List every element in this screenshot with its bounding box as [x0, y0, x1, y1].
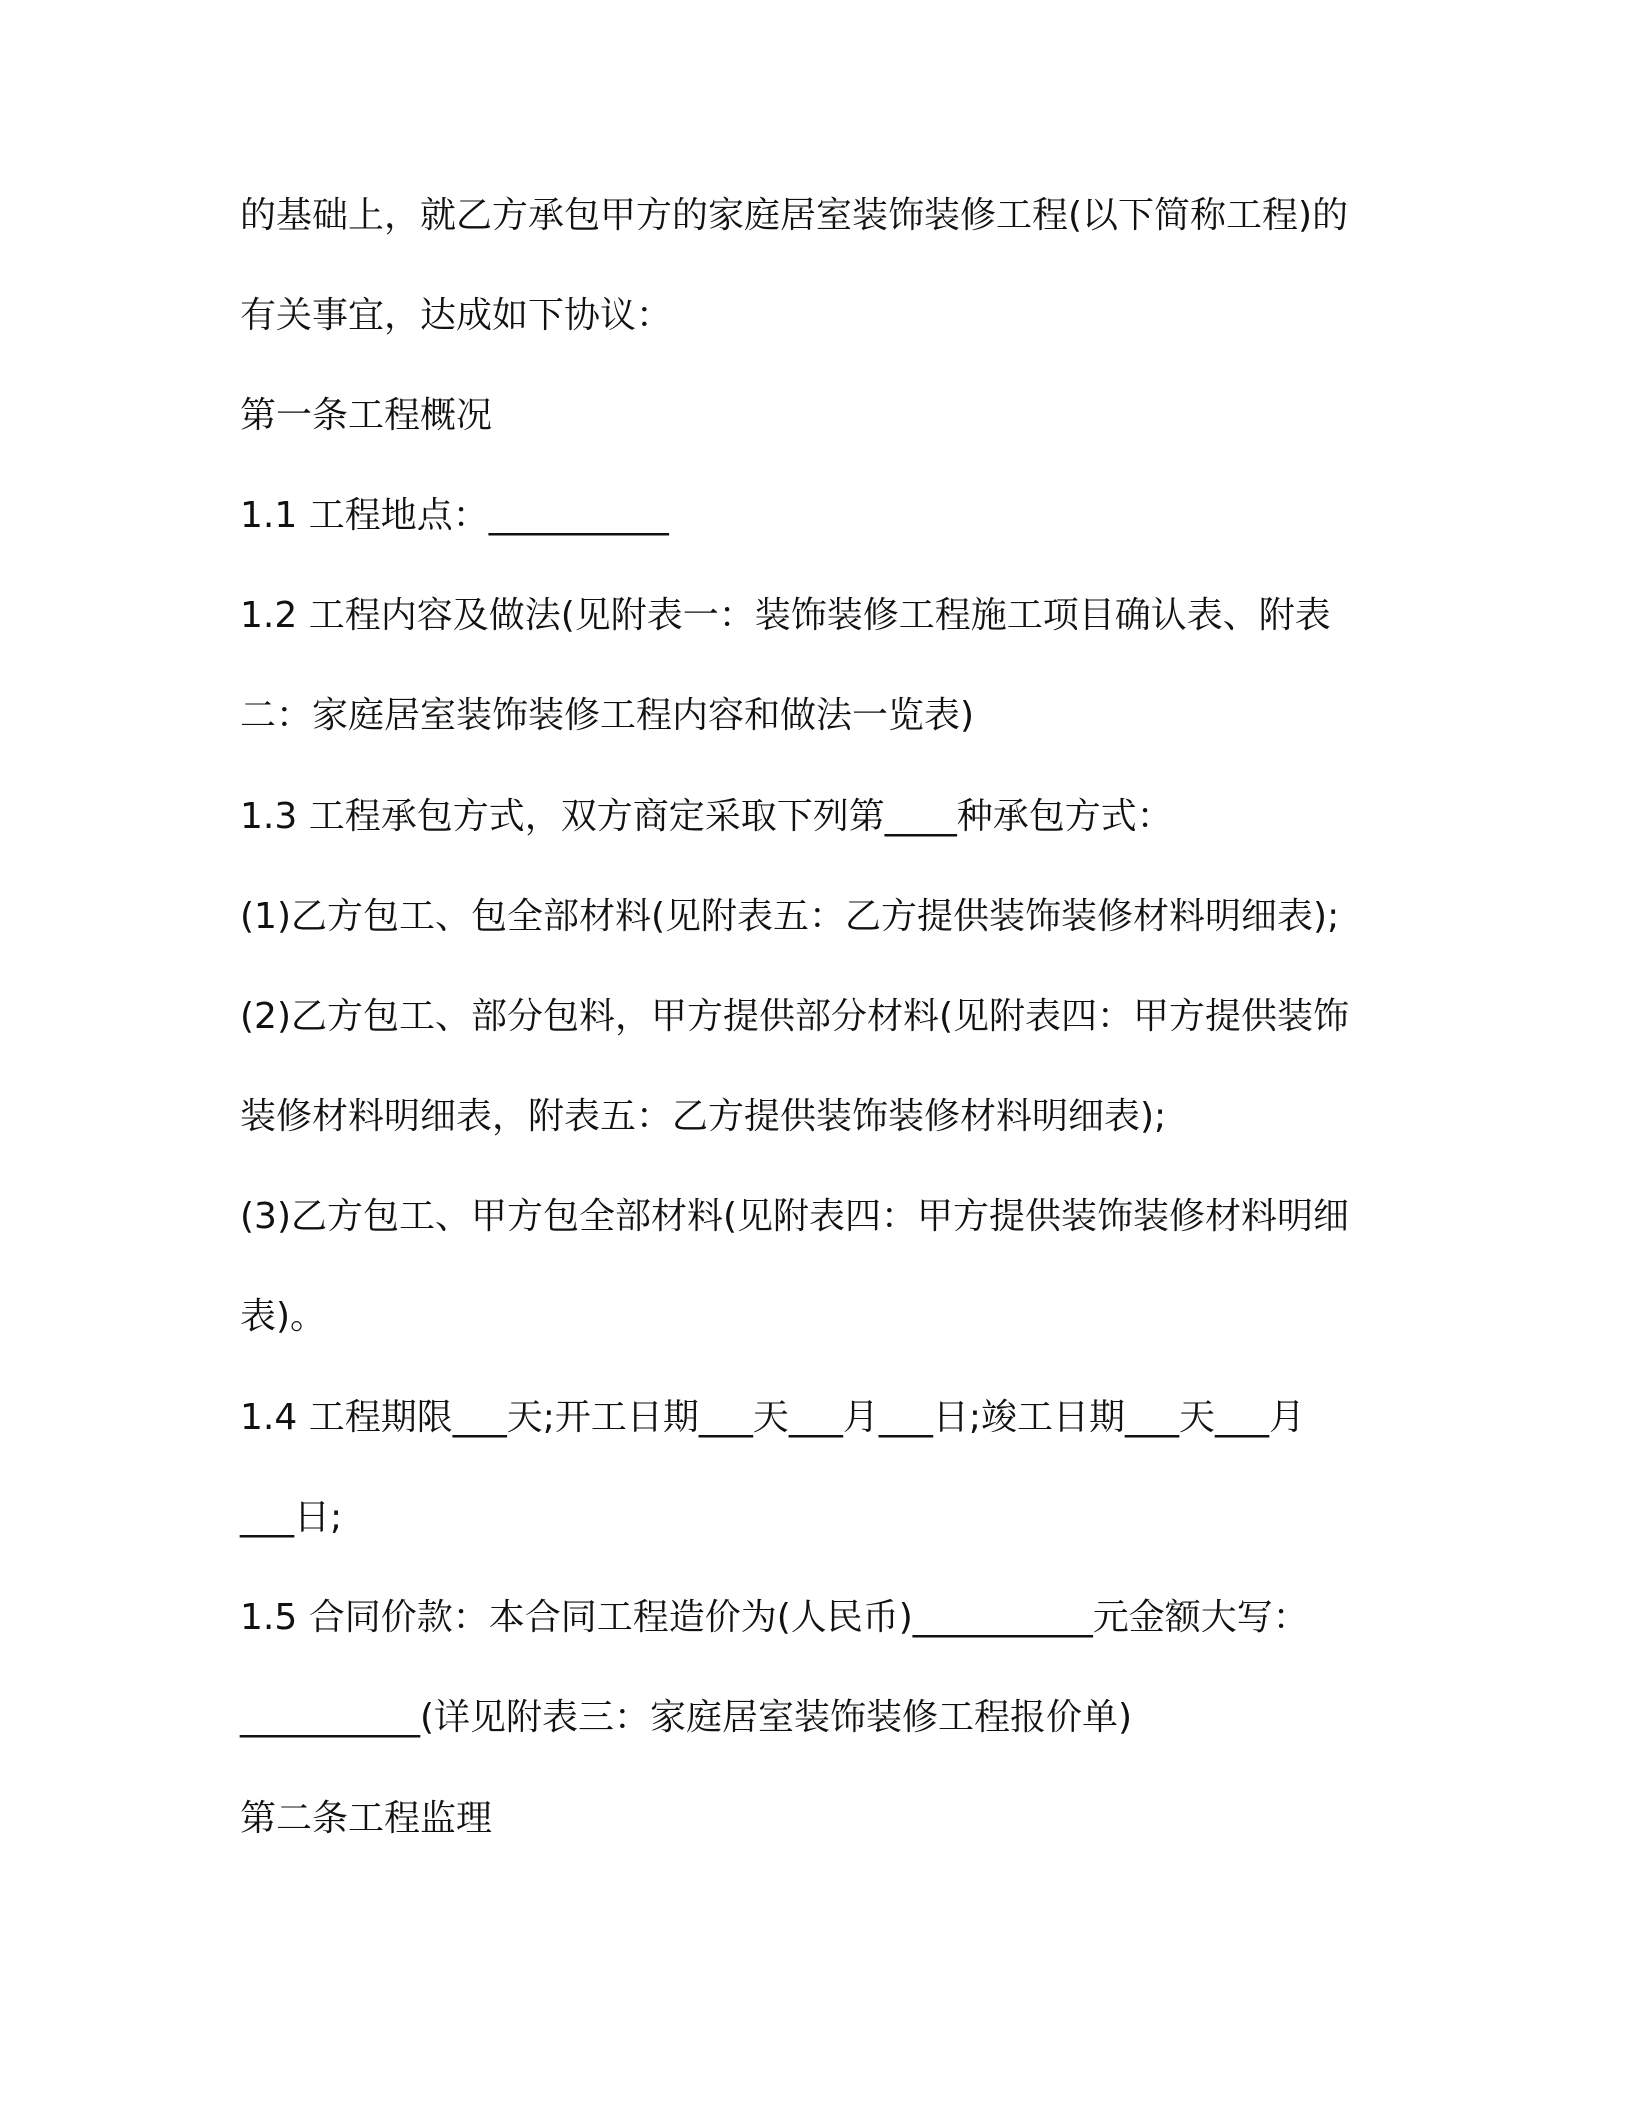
clause-1-2-continued: 二：家庭居室装饰装修工程内容和做法一览表) — [240, 695, 975, 736]
option-1: (1)乙方包工、包全部材料(见附表五：乙方提供装饰装修材料明细表); — [240, 896, 1340, 937]
clause-1-1: 1.1 工程地点：__________ — [240, 495, 669, 536]
option-2: (2)乙方包工、部分包料，甲方提供部分材料(见附表四：甲方提供装饰 — [240, 996, 1350, 1037]
clause-1-3: 1.3 工程承包方式，双方商定采取下列第____种承包方式： — [240, 796, 1173, 837]
option-2-continued: 装修材料明细表，附表五：乙方提供装饰装修材料明细表); — [240, 1096, 1167, 1137]
clause-1-5: 1.5 合同价款：本合同工程造价为(人民币)__________元金额大写： — [240, 1597, 1309, 1638]
paragraph-line-1: 的基础上，就乙方承包甲方的家庭居室装饰装修工程(以下简称工程)的 — [240, 195, 1349, 236]
section-heading-1: 第一条工程概况 — [240, 395, 493, 436]
paragraph-line-2: 有关事宜，达成如下协议： — [240, 295, 673, 336]
clause-1-4-continued: ___日; — [240, 1497, 343, 1538]
clause-1-5-continued: __________(详见附表三：家庭居室装饰装修工程报价单) — [240, 1697, 1133, 1738]
clause-1-2: 1.2 工程内容及做法(见附表一：装饰装修工程施工项目确认表、附表 — [240, 595, 1331, 636]
section-heading-2: 第二条工程监理 — [240, 1798, 493, 1839]
option-3-continued: 表)。 — [240, 1296, 327, 1337]
clause-1-4: 1.4 工程期限___天;开工日期___天___月___日;竣工日期___天___月 — [240, 1397, 1305, 1438]
option-3: (3)乙方包工、甲方包全部材料(见附表四：甲方提供装饰装修材料明细 — [240, 1196, 1350, 1237]
